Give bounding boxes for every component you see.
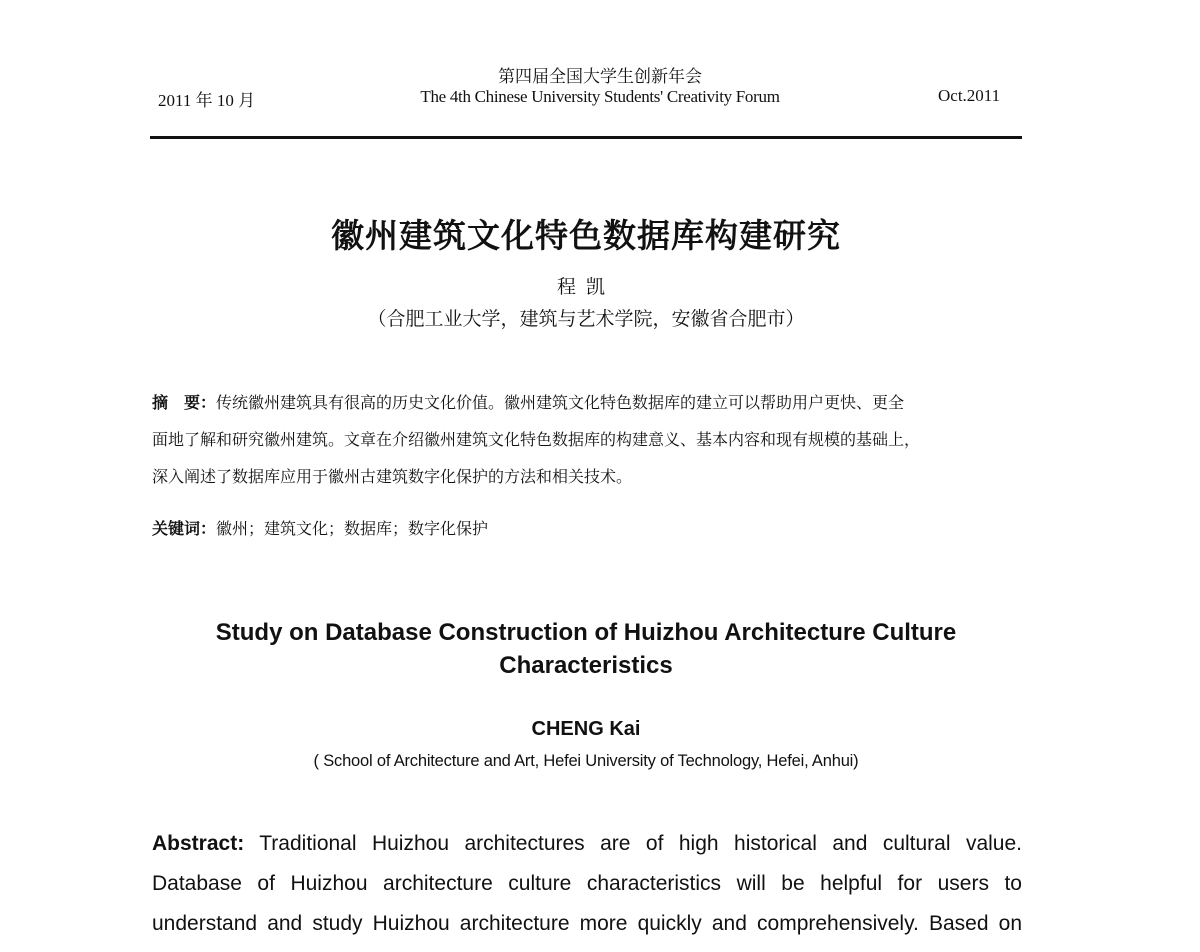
affiliation-en: ( School of Architecture and Art, Hefei University of Technology, Hefei, Anhui) [313, 752, 859, 770]
abstract-en [152, 824, 1022, 944]
abstract-en-line: Abstract: Traditional Huizhou architectures are of high historical and cultural value. [152, 832, 1022, 855]
keywords-cn-label: 关键词： [152, 519, 217, 538]
abstract-cn-line: 深入阐述了数据库应用于徽州古建筑数字化保护的方法和相关技术。 [152, 467, 633, 486]
header-conference-cn: 第四届全国大学生创新年会 [498, 67, 702, 86]
keywords-cn-values: 徽州；建筑文化；数据库；数字化保护 [216, 519, 489, 538]
header-date-cn: 2011 年 10 月 [158, 91, 256, 110]
abstract-en-label: Abstract: [152, 832, 245, 855]
header-conference-en: The 4th Chinese University Students' Creativity Forum [420, 87, 780, 106]
paper-title-en: Study on Database Construction of Huizhou Architecture Culture Characteristics [215, 619, 957, 679]
abstract-cn-line: 摘 要：传统徽州建筑具有很高的历史文化价值。徽州建筑文化特色数据库的建立可以帮助用户更快、更全 [152, 393, 905, 412]
abstract-en-line: understand and study Huizhou architecture more quickly and comprehensively. Based on [152, 912, 1022, 935]
header-rule [150, 136, 1022, 139]
header-date-en: Oct.2011 [938, 86, 1001, 105]
affiliation-cn: （合肥工业大学，建筑与艺术学院，安徽省合肥市） [367, 308, 805, 330]
abstract-cn-line: 面地了解和研究徽州建筑。文章在介绍徽州建筑文化特色数据库的构建意义、基本内容和现有规模的基础上， [152, 430, 921, 449]
abstract-cn [152, 384, 1022, 495]
author-en: CHENG Kai [531, 718, 641, 740]
paper-title-cn: 徽州建筑文化特色数据库构建研究 [331, 216, 841, 255]
abstract-en-line: Database of Huizhou architecture culture characteristics will be helpful for users to [152, 872, 1022, 895]
author-cn: 程凯 [556, 276, 615, 298]
abstract-cn-label: 摘 要： [152, 393, 217, 412]
keywords-cn [152, 516, 488, 539]
